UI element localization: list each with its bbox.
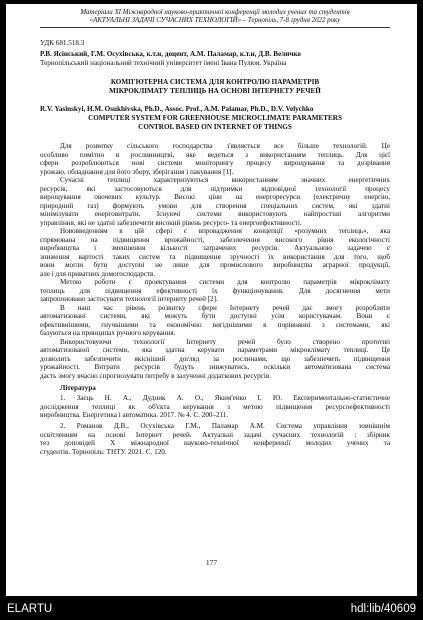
body-line: виробництва і зменшення кількості затрачених ресурсів. Актуальною задачею є xyxy=(40,244,390,252)
body-line: ресурсів, які застосовуються для підтримки відповідної технології процесу xyxy=(40,184,390,193)
body-line: автоматизованої системи, яка здатна керувати параметрами мікроклімату теплиці. Це xyxy=(40,346,390,354)
body-line: спрямована на підвищення врожайності, забезпечення високого рівня екологічності xyxy=(40,235,390,244)
body-line: дозволить забезпечити якісніший догляд за рослинами, що забезпечить підвищення xyxy=(40,354,390,363)
udc-code: УДК 681.518.3 xyxy=(40,39,85,47)
body-line: мінімізувати енерговитрати. Існуючі системи використовують найпростіші алгоритми xyxy=(40,210,390,218)
body-line: вони могли бути доступні не лише для промислового виробництва аграрної продукції, xyxy=(40,261,390,269)
affiliation: Тернопільський національний технічний університет імені Івана Пулюя, Україна xyxy=(40,59,287,67)
reference-line: дослідження теплиці як об'єкта керування з метою підвищення ресурсоефективності xyxy=(40,402,390,411)
repository-footer xyxy=(0,598,423,620)
title-en-line-2: CONTROL BASED ON INTERNET OF THINGS xyxy=(138,123,292,131)
body-line: Використовуючи технології Інтернету речей було створено прототип xyxy=(60,337,390,346)
body-line: запропоновано застосувати технології інтернету речей [2]. xyxy=(40,295,218,303)
title-ua-line-1: КОМП'ЮТЕРНА СИСТЕМА ДЛЯ КОНТРОЛЮ ПАРАМЕТРІВ xyxy=(110,78,320,86)
document-page xyxy=(6,4,417,596)
reference-line: студентів. Тернопіль: ТНТУ. 2021. С. 120. xyxy=(40,447,167,456)
body-line: особливо помітно в рослинництві, яке ведеться з використанням теплиць. Для цієї xyxy=(40,150,390,159)
body-line: урожайності. Витрати ресурсів будуть знижуватись, оскільки автоматизована система xyxy=(40,363,390,371)
title-en-line-1: COMPUTER SYSTEM FOR GREENHOUSE MICROCLIMATE PARAMETERS xyxy=(88,114,342,122)
body-line: Нововведенням в цій сфері є впровадження концепції «розумних теплиць», яка xyxy=(60,227,390,235)
handle-id: hdl:lib/40609 xyxy=(350,603,416,615)
authors-en: R.V. Yasinskyi, H.M. Osukhivska, Ph.D., Assoc. Prof., A.M. Palamar, Ph.D., D.V. Velychko xyxy=(40,105,314,113)
reference-line: освітленням на основі Інтернет речей. Актуальні задачі сучасних технологій : збірник xyxy=(40,430,390,439)
reference-line: виробництва. Енергетика і автоматика. 2017. № 4. С. 200–211. xyxy=(40,411,229,419)
body-line: автоматизовані системи, які можуть бути доступні усім користувачам. Вони є xyxy=(40,312,390,320)
body-line: Сучасні теплиці характеризуються використанням значних енергетичних xyxy=(60,176,390,184)
body-line: вирощування овочевих культур. Високі ціни на енергоресурси (електричну енергію, xyxy=(40,193,390,201)
authors-ua: Р.В. Ясінський, Г.М. Осухівська, к.т.н, доцент, А.М. Паламар, к.т.н, Д.В. Величко xyxy=(40,50,301,58)
page-number: 177 xyxy=(205,558,218,567)
reference-line: 1. Заєць Н. А., Дудник А. О., Яким'енко І. Ю. Експериментально-статистичне xyxy=(60,394,390,402)
repository-name: ELARTU xyxy=(7,603,53,615)
body-line: урожаю, обладнання для його збору, зберігання і пакування [1]. xyxy=(40,167,234,176)
header-rule xyxy=(40,27,390,28)
title-ua-line-2: МІКРОКЛІМАТУ ТЕПЛИЦЬ НА ОСНОВІ ІНТЕРНЕТУ РЕЧЕЙ xyxy=(109,87,321,95)
conference-header-line-1: Матеріали XІ Міжнародної науково-практичної конференції молодих учених та студентів xyxy=(80,9,350,16)
conference-header-line-2: «АКТУАЛЬНІ ЗАДАЧІ СУЧАСНИХ ТЕХНОЛОГІЙ» – Тернопіль, 7-8 грудня 2022 року xyxy=(89,17,341,24)
body-line: ефективнішими, гнучкішими та економічно вигіднішими в порівнянні з системами, які xyxy=(40,320,390,329)
body-line: сфери розроблюються нові системи моніторингу процесу вирощування та дозрівання xyxy=(40,159,390,167)
body-line: зниження вартості таких систем та підвищення зручності їх використання для того, щоб xyxy=(40,252,390,261)
body-line: управління, які не здатні забезпечити високий рівень ресурсо- та енергоефективності. xyxy=(40,218,302,227)
body-line: теплиць для підвищення ефективності їх функціонування. Для досягнення мети xyxy=(40,286,390,295)
body-line: базуються на принципах ручного керування. xyxy=(40,329,176,337)
references-heading: Література xyxy=(60,384,96,392)
body-line: природний газ) формують умови для створення спеціальних систем, які здатні xyxy=(40,201,390,210)
body-line: але і для приватних домогосподарств. xyxy=(40,269,156,278)
reference-line: тез доповідей X міжнародної науково-технічної конференції молодих учених та xyxy=(40,439,390,447)
body-line: В наш час рівень розвитку сфери Інтернету речей дає змогу розробляти xyxy=(60,303,390,312)
body-line: Метою роботи є проектування системи для контролю параметрів мікроклімату xyxy=(60,278,390,286)
reference-line: 2. Романов Д.В., Осухівська Г.М., Паламар А.М. Система управління зовнішнім xyxy=(60,422,390,430)
body-line: Для розвитку сільського господарства з'являється все більше технологій. Це xyxy=(60,142,390,150)
body-line: дасть змогу вчасно спрогнозувати потребу в залученні додаткових ресурсів. xyxy=(40,371,271,380)
